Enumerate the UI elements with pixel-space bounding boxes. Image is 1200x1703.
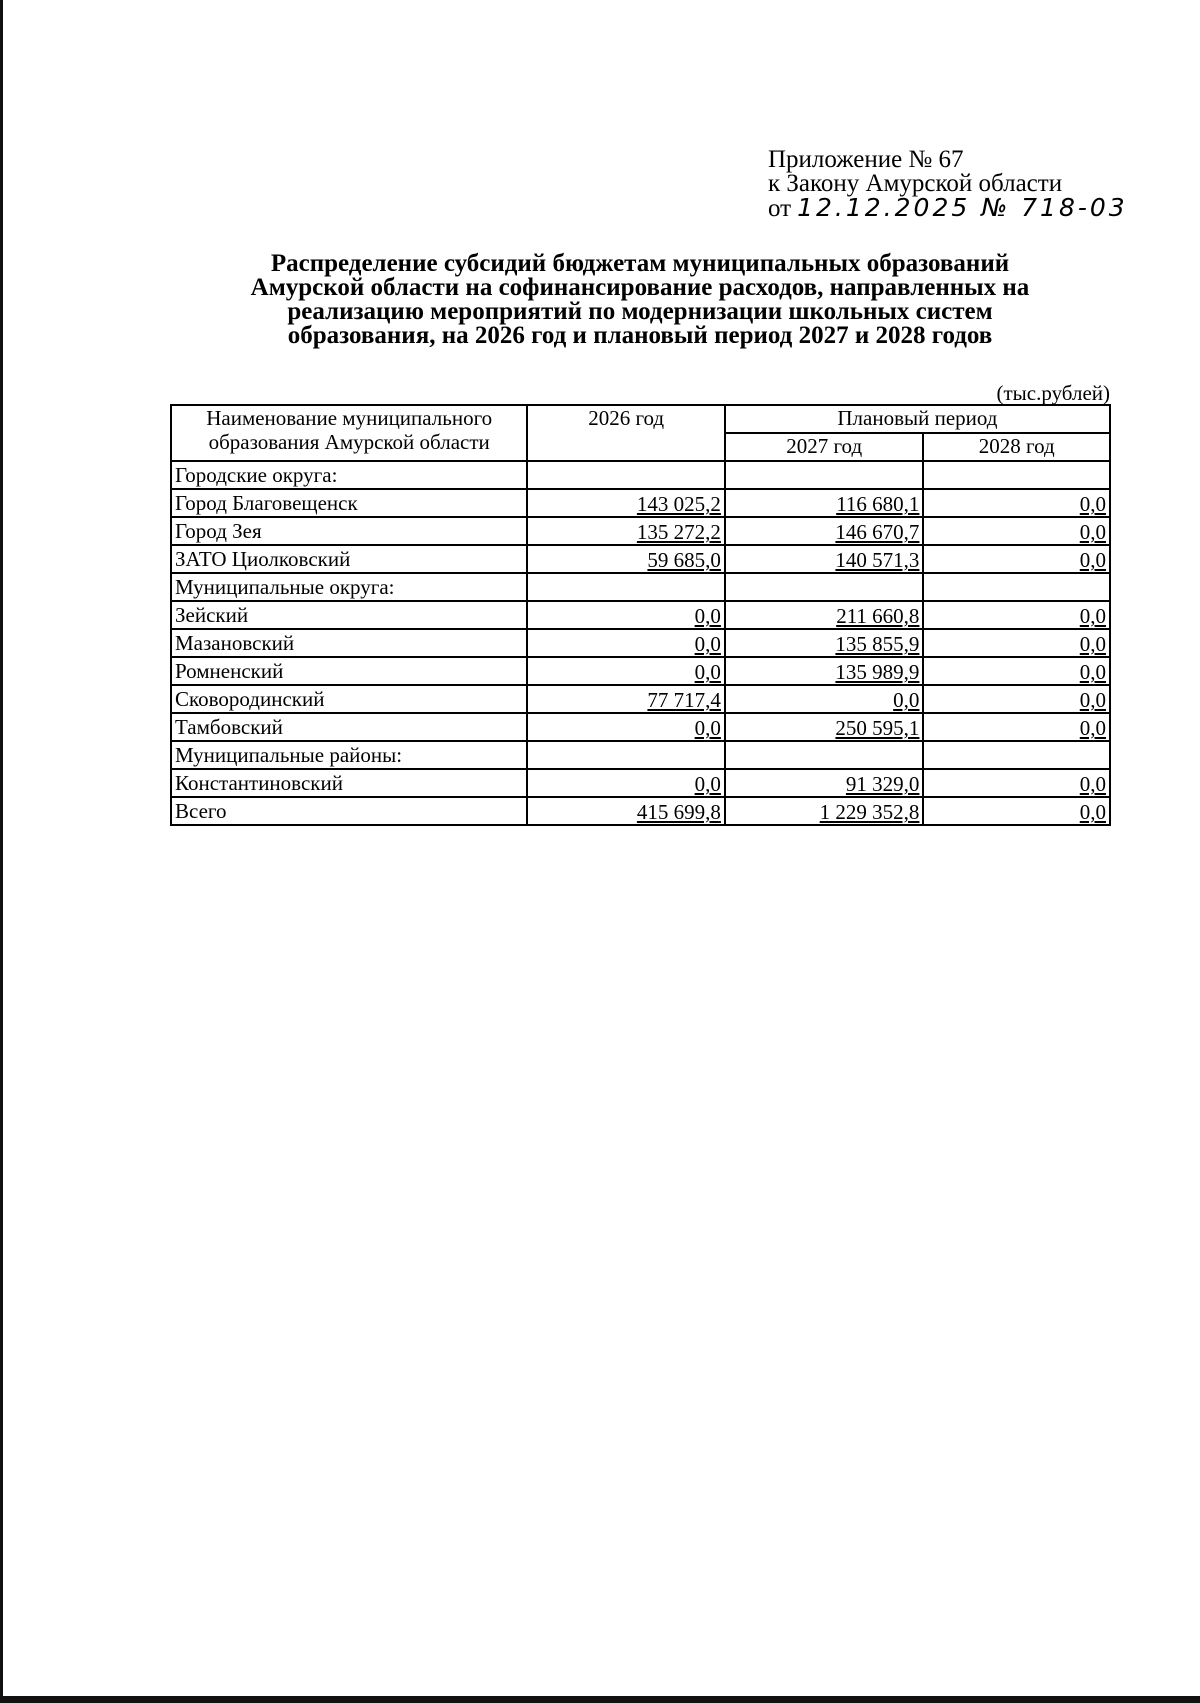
title-line-3: реализацию мероприятий по модернизации школьных систем — [287, 298, 993, 325]
appendix-date-line — [768, 193, 1128, 222]
value-2028: 0,0 — [923, 685, 1110, 713]
value-2026: 0,0 — [527, 769, 725, 797]
value-2027: 250 595,1 — [725, 713, 924, 741]
unit-label: (тыс.рублей) — [996, 381, 1110, 405]
title-line-4: образования, на 2026 год и плановый период 2027 и 2028 годов — [287, 322, 993, 349]
value-2027: 91 329,0 — [725, 769, 924, 797]
document-title — [160, 252, 1120, 348]
value-2026: 0,0 — [527, 629, 725, 657]
empty-cell — [527, 741, 725, 769]
scan-bottom-edge — [0, 1696, 1200, 1703]
value-2028: 0,0 — [923, 713, 1110, 741]
municipality-name: Ромненский — [171, 657, 527, 685]
empty-cell — [923, 741, 1110, 769]
total-row — [171, 797, 1110, 825]
empty-cell — [527, 573, 725, 601]
group-label: Муниципальные округа: — [171, 573, 527, 601]
municipality-name: Зейский — [171, 601, 527, 629]
title-line-2: Амурской области на софинансирование расходов, направленных на — [250, 274, 1030, 301]
subsidy-table — [170, 404, 1111, 826]
appendix-law: к Закону Амурской области — [768, 170, 1063, 197]
value-2027: 211 660,8 — [725, 601, 924, 629]
header-name-line-2: образования Амурской области — [208, 430, 490, 454]
municipality-name: Город Зея — [171, 517, 527, 545]
table-row — [171, 657, 1110, 685]
value-2027: 146 670,7 — [725, 517, 924, 545]
table-body — [171, 461, 1110, 825]
table-row — [171, 685, 1110, 713]
value-2026: 0,0 — [527, 657, 725, 685]
value-2028: 0,0 — [923, 601, 1110, 629]
value-2027: 140 571,3 — [725, 545, 924, 573]
total-2027: 1 229 352,8 — [725, 797, 924, 825]
table-row — [171, 601, 1110, 629]
table-row — [171, 517, 1110, 545]
value-2026: 0,0 — [527, 601, 725, 629]
table-row — [171, 713, 1110, 741]
value-2028: 0,0 — [923, 629, 1110, 657]
value-2027: 135 855,9 — [725, 629, 924, 657]
empty-cell — [527, 461, 725, 489]
header-2026: 2026 год — [527, 405, 725, 461]
value-2026: 143 025,2 — [527, 489, 725, 517]
empty-cell — [923, 573, 1110, 601]
empty-cell — [725, 461, 924, 489]
empty-cell — [725, 573, 924, 601]
value-2028: 0,0 — [923, 769, 1110, 797]
value-2027: 135 989,9 — [725, 657, 924, 685]
header-2028: 2028 год — [923, 433, 1110, 461]
value-2026: 59 685,0 — [527, 545, 725, 573]
empty-cell — [725, 741, 924, 769]
value-2027: 0,0 — [725, 685, 924, 713]
empty-cell — [923, 461, 1110, 489]
value-2028: 0,0 — [923, 489, 1110, 517]
group-label: Муниципальные районы: — [171, 741, 527, 769]
value-2028: 0,0 — [923, 517, 1110, 545]
scan-left-edge — [0, 0, 3, 1703]
total-label: Всего — [171, 797, 527, 825]
appendix-number: Приложение № 67 — [768, 146, 964, 173]
total-2026: 415 699,8 — [527, 797, 725, 825]
municipality-name: Город Благовещенск — [171, 489, 527, 517]
municipality-name: Константиновский — [171, 769, 527, 797]
table-header-row-1 — [171, 405, 1110, 433]
header-name-line-1: Наименование муниципального — [206, 406, 493, 430]
table-row — [171, 629, 1110, 657]
table-row — [171, 489, 1110, 517]
group-row — [171, 573, 1110, 601]
appendix-date-prefix: от — [768, 195, 792, 222]
header-planning-period: Плановый период — [725, 405, 1110, 433]
value-2028: 0,0 — [923, 657, 1110, 685]
appendix-reference — [768, 148, 1128, 221]
header-2027: 2027 год — [725, 433, 924, 461]
value-2026: 135 272,2 — [527, 517, 725, 545]
value-2026: 0,0 — [527, 713, 725, 741]
municipality-name: Мазановский — [171, 629, 527, 657]
group-row — [171, 741, 1110, 769]
handwritten-date-number: 12.12.2025 № 718-03 — [797, 193, 1128, 222]
table-row — [171, 769, 1110, 797]
header-name — [171, 405, 527, 461]
value-2028: 0,0 — [923, 545, 1110, 573]
municipality-name: Сковородинский — [171, 685, 527, 713]
municipality-name: Тамбовский — [171, 713, 527, 741]
value-2026: 77 717,4 — [527, 685, 725, 713]
municipality-name: ЗАТО Циолковский — [171, 545, 527, 573]
group-row — [171, 461, 1110, 489]
total-2028: 0,0 — [923, 797, 1110, 825]
table-row — [171, 545, 1110, 573]
title-line-1: Распределение субсидий бюджетам муниципальных образований — [270, 250, 1010, 277]
value-2027: 116 680,1 — [725, 489, 924, 517]
group-label: Городские округа: — [171, 461, 527, 489]
